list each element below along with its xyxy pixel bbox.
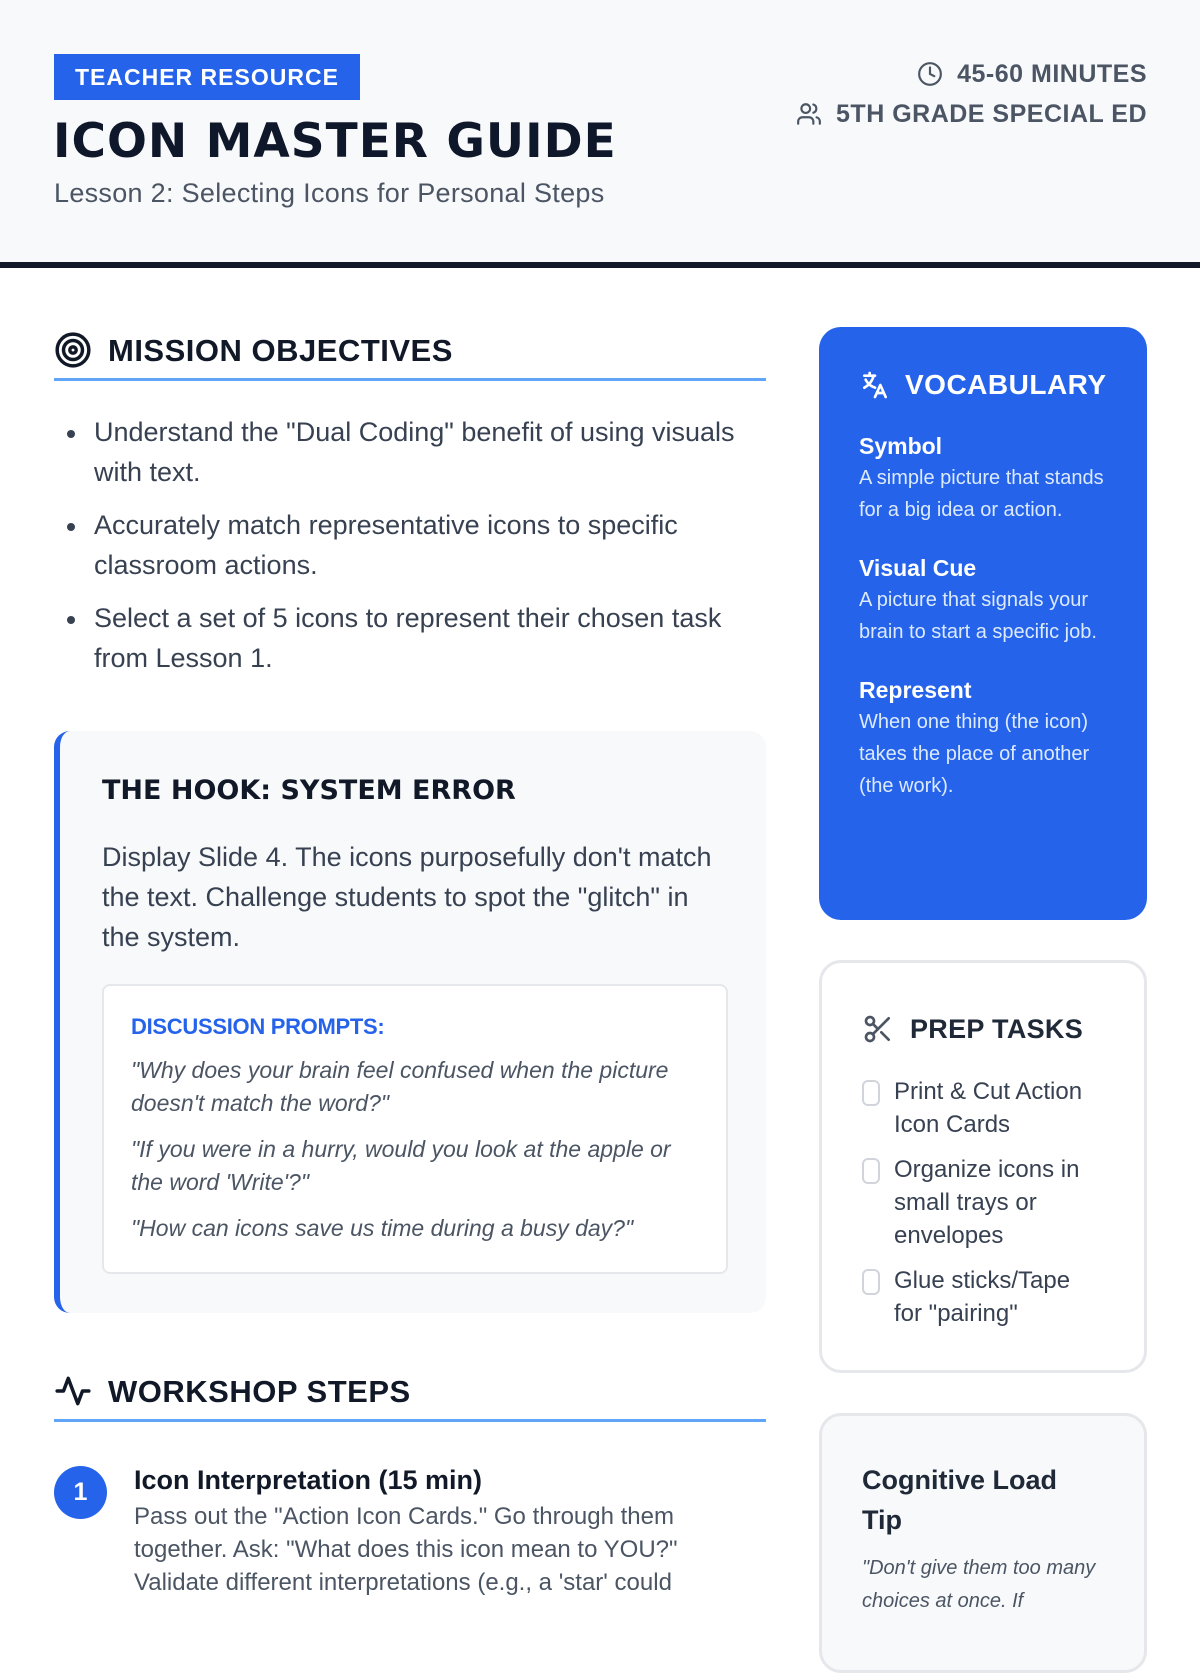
objective-item: Select a set of 5 icons to represent their chosen task from Lesson 1. [54,598,766,678]
vocabulary-term [859,430,1107,526]
step-number: 1 [54,1466,107,1519]
target-icon [54,331,92,369]
clock-icon [917,61,943,87]
workshop-steps [54,1460,766,1599]
tip-title: Cognitive Load Tip [862,1465,1057,1535]
discussion-prompts-label: DISCUSSION PROMPTS: [131,1014,385,1039]
term-definition: A simple picture that stands for a big idea or action. [859,467,1104,521]
page-title: ICON MASTER GUIDE [53,114,617,169]
objectives-title: MISSION OBJECTIVES [108,333,453,368]
workshop-heading [54,1372,766,1422]
step-text: Pass out the "Action Icon Cards." Go through them together. Ask: "What does this icon mean to YOU?" Validate different interpretations (e.g., a 'star' could [134,1503,678,1596]
term-name: Symbol [859,433,943,459]
audience-row [796,94,1147,134]
teacher-resource-badge: TEACHER RESOURCE [54,54,360,100]
hook-title: THE HOOK: SYSTEM ERROR [102,775,516,806]
prep-tasks-card [819,960,1147,1373]
users-icon [796,101,822,127]
term-name: Visual Cue [859,555,977,581]
hook-text: Display Slide 4. The icons purposefully don't match the text. Challenge students to spot the "glitch" in the system. [102,842,712,952]
discussion-prompts-box [102,984,728,1274]
workshop-step [54,1460,766,1599]
task-checkbox[interactable] [862,1269,880,1295]
page-subtitle: Lesson 2: Selecting Icons for Personal Steps [54,178,605,208]
hook-card [54,731,766,1313]
discussion-prompt: "How can icons save us time during a busy day?" [131,1215,634,1241]
discussion-prompt: "Why does your brain feel confused when the picture doesn't match the word?" [131,1057,669,1116]
prep-task-item[interactable] [862,1075,1104,1141]
lesson-meta [796,54,1147,134]
duration-text: 45-60 MINUTES [957,59,1147,88]
objectives-heading [54,331,766,381]
term-definition: A picture that signals your brain to start a specific job. [859,589,1097,643]
vocabulary-title: VOCABULARY [905,369,1107,400]
term-definition: When one thing (the icon) takes the place of another (the work). [859,711,1090,797]
duration-row [796,54,1147,94]
term-name: Represent [859,677,972,703]
objective-item: Accurately match representative icons to specific classroom actions. [54,505,766,585]
prep-task-item[interactable] [862,1264,1104,1330]
task-checkbox[interactable] [862,1158,880,1184]
prep-task-label: Organize icons in small trays or envelopes [894,1156,1080,1249]
vocabulary-heading [859,365,1107,405]
vocabulary-term [859,552,1107,648]
vocabulary-term [859,674,1107,802]
audience-text: 5TH GRADE SPECIAL ED [836,99,1147,128]
objectives-list [54,412,766,691]
task-checkbox[interactable] [862,1080,880,1106]
tip-quote: "Don't give them too many choices at once. If [862,1557,1096,1612]
translate-icon [859,369,891,401]
objective-item: Understand the "Dual Coding" benefit of using visuals with text. [54,412,766,492]
page-header [0,0,1200,268]
prep-tasks-heading [862,1009,1104,1049]
prep-tasks-title: PREP TASKS [910,1013,1084,1044]
cognitive-load-tip-card [819,1413,1147,1673]
workshop-title: WORKSHOP STEPS [108,1374,411,1409]
step-title: Icon Interpretation (15 min) [134,1465,483,1495]
prep-task-label: Print & Cut Action Icon Cards [894,1078,1083,1138]
scissors-icon [862,1013,894,1045]
activity-icon [54,1372,92,1410]
vocabulary-card [819,327,1147,920]
prep-task-label: Glue sticks/Tape for "pairing" [894,1267,1071,1327]
discussion-prompt: "If you were in a hurry, would you look at the apple or the word 'Write'?" [131,1136,671,1195]
prep-task-item[interactable] [862,1153,1104,1252]
